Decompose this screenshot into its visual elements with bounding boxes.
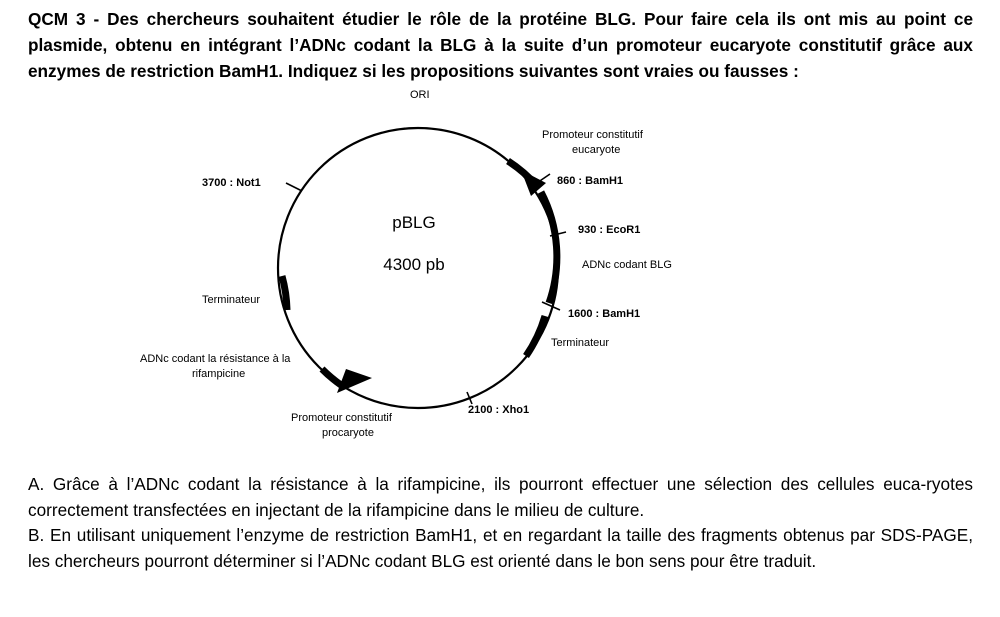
right-terminator-segment bbox=[526, 316, 545, 356]
statement-b: B. En utilisant uniquement l’enzyme de restriction BamH1, et en regardant la taille des fragments obtenus par SDS-PAGE, les chercheurs pourront déterminer si l’ADNc codant BLG est orienté dans le bon sens pour être traduit. bbox=[28, 525, 973, 571]
label-site-930: 930 : EcoR1 bbox=[578, 224, 641, 236]
question-text: QCM 3 - Des chercheurs souhaitent étudier le rôle de la protéine BLG. Pour faire cela ils ont mis au point ce plasmide, obtenu en intégrant l’ADNc codant la BLG à la suite d’un promoteur eucaryote constitutif grâce aux enzymes de restriction BamH1. Indiquez si les propositions suivantes sont vraies ou fausses : bbox=[28, 9, 973, 81]
label-promoter-euk-2: eucaryote bbox=[572, 144, 621, 156]
label-promoter-prok-1: Promoteur constitutif bbox=[291, 412, 392, 424]
label-terminator-right: Terminateur bbox=[551, 337, 610, 349]
label-site-860: 860 : BamH1 bbox=[557, 175, 624, 187]
plasmid-name: pBLG bbox=[392, 213, 436, 232]
statements bbox=[28, 472, 973, 574]
plasmid-size: 4300 pb bbox=[383, 255, 445, 274]
label-site-1600: 1600 : BamH1 bbox=[568, 308, 641, 320]
tick-not1-3700 bbox=[286, 183, 302, 191]
label-terminator-left: Terminateur bbox=[202, 294, 261, 306]
label-blg-cdna: ADNc codant BLG bbox=[582, 259, 672, 271]
label-rif-2: rifampicine bbox=[192, 368, 246, 380]
rif-resistance-segment bbox=[322, 369, 341, 385]
label-site-2100: 2100 : Xho1 bbox=[468, 404, 530, 416]
blg-cdna-segment bbox=[541, 192, 557, 303]
label-ori: ORI bbox=[410, 89, 430, 101]
label-promoter-euk-1: Promoteur constitutif bbox=[542, 129, 643, 141]
statement-a: A. Grâce à l’ADNc codant la résistance à la rifampicine, ils pourront effectuer une sélection des cellules euca-ryotes correctement transfectées en injectant de la rifampicine dans le milieu de culture. bbox=[28, 474, 973, 520]
label-rif-1: ADNc codant la résistance à la bbox=[140, 353, 291, 365]
label-site-3700: 3700 : Not1 bbox=[202, 177, 261, 189]
prokaryotic-promoter-arrowhead bbox=[337, 369, 372, 393]
label-promoter-prok-2: procaryote bbox=[322, 427, 374, 439]
